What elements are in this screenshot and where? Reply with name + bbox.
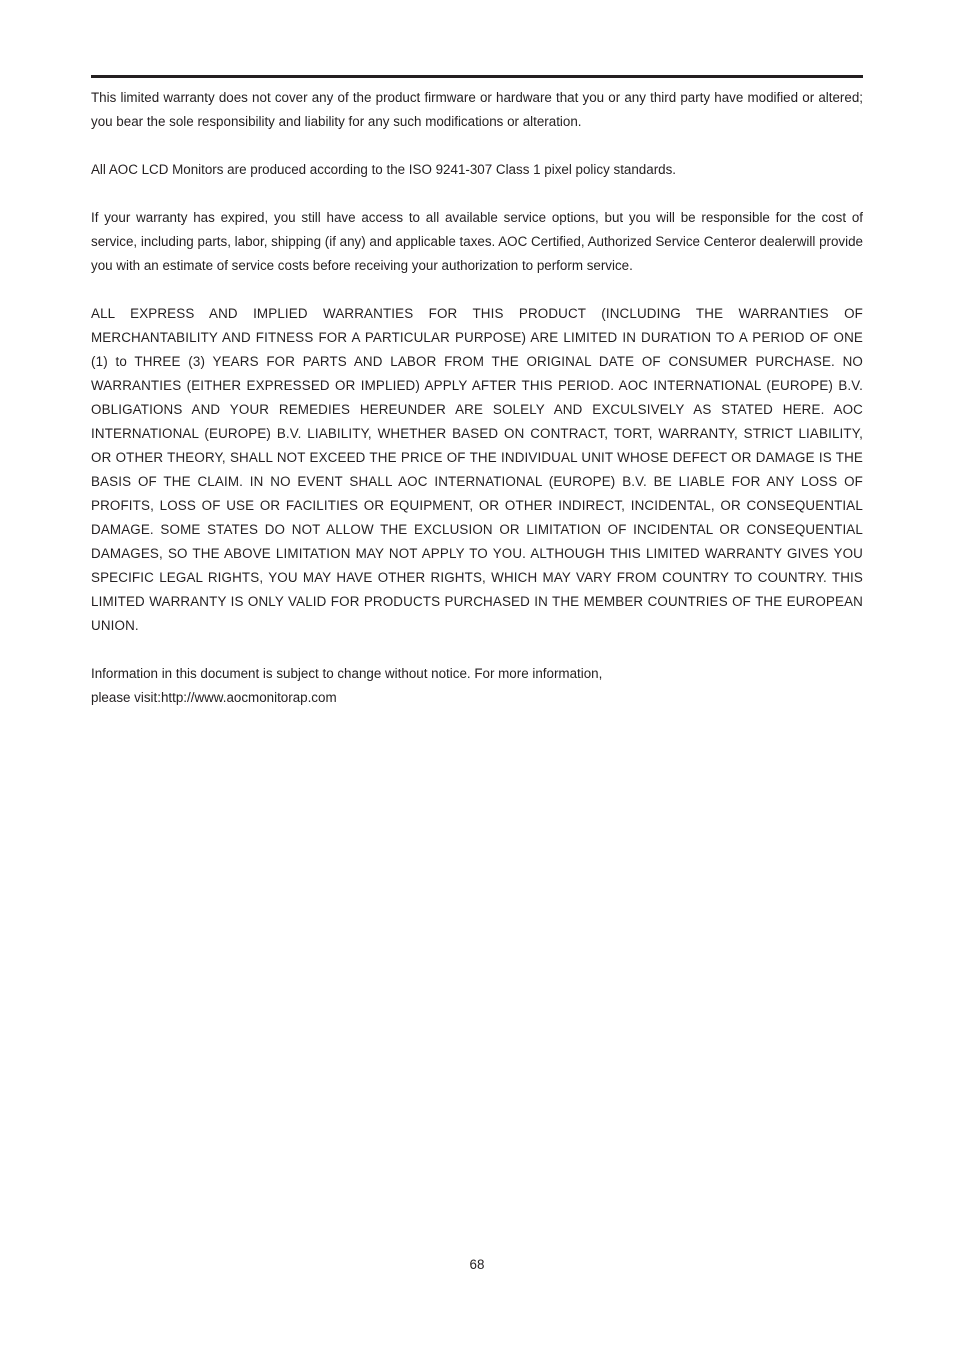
paragraph-pixel-policy: All AOC LCD Monitors are produced according to the ISO 9241-307 Class 1 pixel policy standards. [91,162,677,177]
paragraph-more-information [91,662,863,710]
paragraph-warranty-limitations: ALL EXPRESS AND IMPLIED WARRANTIES FOR THIS PRODUCT (INCLUDING THE WARRANTIES OF MERCHANTABILITY AND FITNESS FOR A PARTICULAR PURPOSE) ARE LIMITED IN DURATION TO A PERIOD OF ONE (1) to THREE (3) YEARS FOR PARTS AND LABOR FROM THE ORIGINAL DATE OF CONSUMER PURCHASE. NO WARRANTIES (EITHER EXPRESSED OR IMPLIED) APPLY AFTER THIS PERIOD. AOC INTERNATIONAL (EUROPE) B.V. OBLIGATIONS AND YOUR REMEDIES HEREUNDER ARE SOLELY AND EXCULSIVELY AS STATED HERE. AOC INTERNATIONAL (EUROPE) B.V. LIABILITY, WHETHER BASED ON CONTRACT, TORT, WARRANTY, STRICT LIABILITY, OR OTHER THEORY, SHALL NOT EXCEED THE PRICE OF THE INDIVIDUAL UNIT WHOSE DEFECT OR DAMAGE IS THE BASIS OF THE CLAIM. IN NO EVENT SHALL AOC INTERNATIONAL (EUROPE) B.V. BE LIABLE FOR ANY LOSS OF PROFITS, LOSS OF USE OR FACILITIES OR EQUIPMENT, OR OTHER INDIRECT, INCIDENTAL, OR CONSEQUENTIAL DAMAGE. SOME STATES DO NOT ALLOW THE EXCLUSION OR LIMITATION OF INCIDENTAL OR CONSEQUENTIAL DAMAGES, SO THE ABOVE LIMITATION MAY NOT APPLY TO YOU. ALTHOUGH THIS LIMITED WARRANTY GIVES YOU SPECIFIC LEGAL RIGHTS, YOU MAY HAVE OTHER RIGHTS, WHICH MAY VARY FROM COUNTRY TO COUNTRY. THIS LIMITED WARRANTY IS ONLY VALID FOR PRODUCTS PURCHASED IN THE MEMBER COUNTRIES OF THE EUROPEAN UNION. [91,306,863,633]
page-number: 68 [469,1257,485,1272]
page-content [91,86,863,734]
info-line-website: please visit:http://www.aocmonitorap.com [91,690,337,705]
info-line-notice: Information in this document is subject to change without notice. For more information, [91,666,603,681]
paragraph-expired-warranty: If your warranty has expired, you still have access to all available service options, but you will be responsible for the cost of service, including parts, labor, shipping (if any) and applicable taxes. AOC Certified, Authorized Service Centeror dealerwill provide you with an estimate of service costs before receiving your authorization to perform service. [91,210,863,273]
paragraph-firmware-exclusion: This limited warranty does not cover any of the product firmware or hardware that you or any third party have modified or altered; you bear the sole responsibility and liability for any such modifications or alteration. [91,90,863,129]
header-rule [91,75,863,78]
